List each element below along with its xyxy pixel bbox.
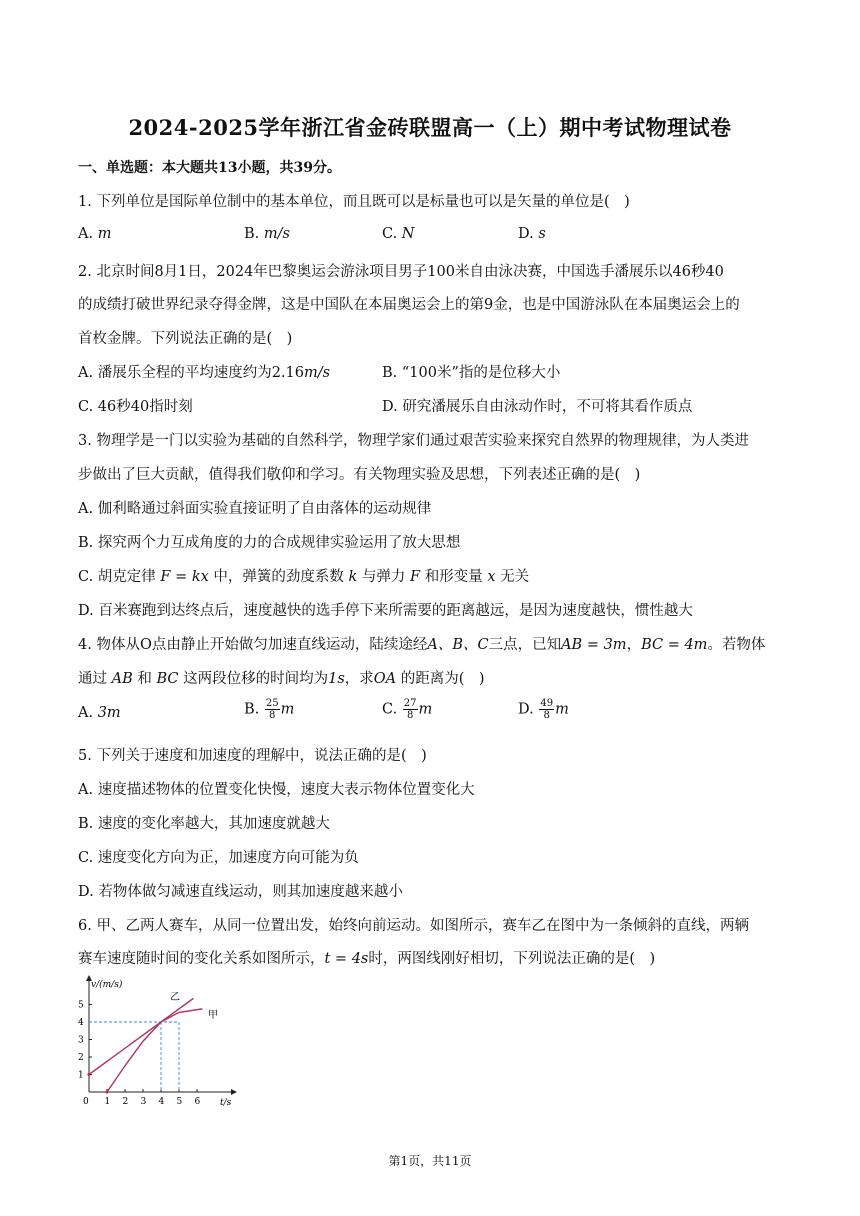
- q5-option-a: A. 速度描述物体的位置变化快慢，速度大表示物体位置变化大: [78, 782, 475, 798]
- q2-option-a: A. 潘展乐全程的平均速度约为2.16m/s: [78, 365, 331, 381]
- q5-stem: 5. 下列关于速度和加速度的理解中，说法正确的是( ): [78, 748, 427, 764]
- q6-stem-line1: 6. 甲、乙两人赛车，从同一位置出发，始终向前运动。如图所示，赛车乙在图中为一条倾斜的直线，两辆: [78, 918, 749, 934]
- q3-stem-line2: 步做出了巨大贡献，值得我们敬仰和学习。有关物理实验及思想，下列表述正确的是( ): [78, 467, 641, 483]
- q2-option-d: D. 研究潘展乐自由泳动作时，不可将其看作质点: [382, 399, 693, 415]
- y-tick-label: 2: [78, 1053, 84, 1063]
- q4-option-b: B. $\frac{25}{8}$ m: [244, 698, 295, 721]
- label-jia: 甲: [208, 1010, 218, 1021]
- guide-lines: [89, 1022, 179, 1092]
- q3-option-b: B. 探究两个力互成角度的力的合成规律实验运用了放大思想: [78, 535, 461, 551]
- section-heading: 一、单选题：本大题共13小题，共39分。: [78, 160, 341, 176]
- q1-option-a: A. m: [78, 226, 112, 242]
- q5-option-d: D. 若物体做匀减速直线运动，则其加速度越来越小: [78, 884, 403, 900]
- page-footer: 第1页，共11页: [388, 1154, 472, 1168]
- q4-stem-line2: 通过 AB 和 BC 这两段位移的时间均为1s，求OA 的距离为( ): [78, 671, 485, 687]
- x-tick-label: 4: [158, 1097, 165, 1107]
- q2-stem-line3: 首枚金牌。下列说法正确的是( ): [78, 331, 293, 347]
- y-ticks: [78, 1001, 92, 1081]
- q2-option-c: C. 46秒40指时刻: [78, 399, 193, 415]
- x-tick-label: 6: [194, 1097, 201, 1107]
- q4-option-d: D. $\frac{49}{8}$ m: [518, 698, 569, 721]
- y-tick-label: 4: [78, 1018, 84, 1028]
- q3-option-c: C. 胡克定律 F = kx 中，弹簧的劲度系数 k 与弹力 F 和形变量 x 无关: [78, 569, 530, 585]
- x-tick-label: 2: [122, 1097, 129, 1107]
- q2-stem-line2: 的成绩打破世界纪录夺得金牌，这是中国队在本届奥运会上的第9金，也是中国游泳队在本届奥运会上的: [78, 297, 740, 313]
- y-tick-label: 3: [78, 1035, 84, 1046]
- q1-option-b: B. m/s: [244, 226, 290, 242]
- q3-option-d: D. 百米赛跑到达终点后，速度越快的选手停下来所需要的距离越远，是因为速度越快，惯性越大: [78, 603, 693, 619]
- q3-stem-line1: 3. 物理学是一门以实验为基础的自然科学，物理学家们通过艰苦实验来探究自然界的物理规律，为人类进: [78, 433, 749, 449]
- x-tick-label: 0: [83, 1097, 89, 1107]
- y-tick-label: 1: [78, 1070, 84, 1081]
- q1-stem: 1. 下列单位是国际单位制中的基本单位，而且既可以是标量也可以是矢量的单位是( ): [78, 194, 630, 210]
- q4-option-a: A. 3m: [78, 705, 121, 721]
- exam-title: 2024-2025学年浙江省金砖联盟高一（上）期中考试物理试卷: [128, 115, 732, 140]
- q1-option-c: C. N: [382, 226, 415, 242]
- q3-option-a: A. 伽利略通过斜面实验直接证明了自由落体的运动规律: [78, 501, 432, 517]
- q5-option-b: B. 速度的变化率越大，其加速度就越大: [78, 816, 330, 832]
- series-yi-start-point: [87, 1073, 90, 1076]
- q2-stem-line1: 2. 北京时间8月1日，2024年巴黎奥运会游泳项目男子100米自由泳决赛，中国选手潘展乐以46秒40: [78, 264, 724, 280]
- q2-option-b: B. “100米”指的是位移大小: [382, 365, 561, 381]
- y-tick-label: 5: [78, 1000, 84, 1011]
- q5-option-c: C. 速度变化方向为正，加速度方向可能为负: [78, 850, 359, 866]
- series-jia-start-point: [105, 1090, 108, 1093]
- x-tick-label: 1: [104, 1097, 111, 1107]
- q4-option-c: C. $\frac{27}{8}$ m: [382, 698, 433, 721]
- x-axis-label: t/s: [220, 1098, 232, 1108]
- x-tick-label: 3: [140, 1097, 147, 1107]
- q1-option-d: D. s: [518, 226, 546, 242]
- q4-stem-line1: 4. 物体从O点由静止开始做匀加速直线运动，陆续途经A、B、C三点，已知AB = 3m，BC = 4m。若物体: [78, 637, 766, 653]
- vt-graph: [74, 970, 244, 1110]
- series-yi-line: [89, 998, 193, 1074]
- label-yi: 乙: [170, 992, 180, 1003]
- q6-stem-line2: 赛车速度随时间的变化关系如图所示，t = 4s时，两图线刚好相切，下列说法正确的是( ): [78, 951, 656, 967]
- y-axis-label: v/(m/s): [91, 980, 123, 990]
- x-tick-label: 5: [176, 1097, 183, 1107]
